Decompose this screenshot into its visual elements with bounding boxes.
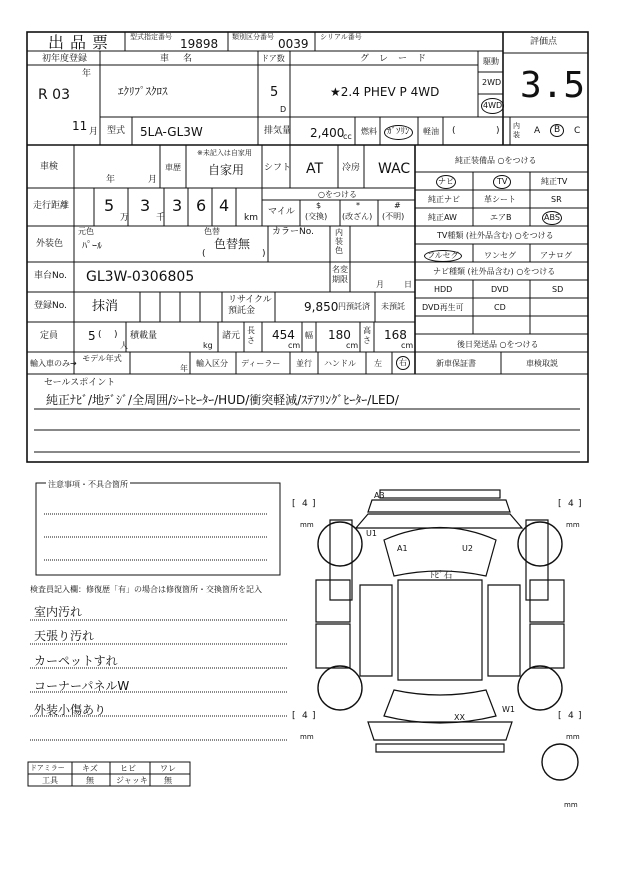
tire-fr-bracket-open: [ [558, 499, 562, 509]
tire-rr-unit: mm [566, 733, 580, 741]
mileage-check-label: ○をつける [318, 190, 357, 199]
name-change-day: 日 [404, 280, 412, 289]
note-line-3: カーペットすれ [34, 654, 118, 668]
recycle-label: リサイクル預託金 [228, 295, 272, 316]
drive-4wd-circled: 4WD [481, 98, 504, 114]
grade-value: ★2.4 PHEV P 4WD [330, 85, 440, 99]
model-year-label: モデル年式 [82, 354, 122, 363]
legend-tools-value: 無 [86, 776, 94, 785]
first-reg-year-unit: 年 [82, 69, 92, 79]
tire-rr-bracket-close: ] [578, 711, 582, 721]
score-value: 3.5 [520, 65, 586, 106]
equip-navi-circled: ナビ [436, 175, 456, 189]
color-code-value: 色替無 [214, 237, 251, 251]
capacity-paren-close: ) [114, 330, 118, 340]
capacity-label: 定員 [40, 331, 59, 341]
tire-rl-bracket-open: [ [292, 711, 296, 721]
mileage-digit-2: 3 [140, 196, 151, 215]
registration-label: 登録No. [34, 301, 67, 311]
color-paren-open: ( [202, 249, 206, 259]
grade-label: グレード [360, 54, 437, 64]
handle-right-circled: 右 [396, 356, 410, 370]
category-value: 0039 [278, 37, 309, 51]
car-diagram [316, 490, 578, 780]
serial-label: シリアル番号 [320, 33, 362, 41]
fuel-gasoline-circled: ｶﾞｿﾘﾝ [384, 125, 413, 140]
tire-rl-bracket-close: ] [312, 711, 316, 721]
load-unit: kg [203, 341, 213, 350]
handle-left: 左 [374, 359, 382, 368]
model-label: 型式 [107, 126, 126, 136]
tv-type-title: TV種類 (社外品含む) ○をつける [437, 231, 554, 240]
note-line-5: 外装小傷あり [34, 703, 107, 717]
mileage-dollar: $ [316, 201, 322, 210]
mileage-digit-4: 6 [196, 196, 207, 215]
type-cert-label: 型式指定番号 [130, 33, 172, 41]
category-label: 類別区分番号 [232, 33, 274, 41]
load-label: 積載量 [130, 331, 158, 341]
capacity-person-unit: 人 [120, 341, 128, 350]
first-reg-month: 11 [72, 119, 88, 133]
displacement-unit: cc [343, 132, 352, 141]
interior-color-label: 内装色 [335, 228, 343, 255]
usage-value: 自家用 [208, 163, 245, 177]
interior-a: A [534, 126, 541, 136]
mileage-unit: km [244, 213, 258, 223]
model-value: 5LA-GL3W [140, 125, 203, 139]
tire-fl-bracket-open: [ [292, 499, 296, 509]
color-original-label: 元色 [78, 227, 94, 236]
car-name-label: 車名 [160, 54, 207, 64]
import-division-label: 輸入区分 [196, 359, 228, 368]
width-label: 幅 [305, 331, 313, 340]
interior-c: C [574, 126, 581, 136]
shaken-label: 車検 [40, 162, 59, 172]
navi-dvd-playable: DVD再生可 [422, 303, 464, 312]
length-value: 454 [272, 328, 295, 342]
navi-sd: SD [552, 285, 564, 294]
doors-label: ドア数 [261, 54, 285, 63]
interior-label: 内装 [513, 122, 520, 139]
tv-analog: アナログ [540, 251, 572, 260]
width-value: 180 [328, 328, 351, 342]
color-label: 外装色 [36, 239, 64, 249]
drive-2wd: 2WD [482, 78, 502, 87]
tv-fullseg-circled: フルセグ [424, 250, 462, 262]
shift-label: シフト [264, 163, 292, 173]
first-reg-month-unit: 月 [89, 127, 99, 137]
color-no-label: カラーNo. [272, 227, 314, 237]
recycle-unit: 円預託済 [338, 302, 370, 311]
usage-label: 車歴 [165, 163, 181, 172]
usage-note: ※未記入は自家用 [197, 149, 252, 157]
tire-rl-unit: mm [300, 733, 314, 741]
import-dealer: ディーラー [241, 359, 281, 368]
name-change-label: 名変期限 [332, 265, 348, 284]
legend-jack-label: ジャッキ [116, 776, 148, 785]
type-cert-value: 19898 [180, 37, 219, 51]
tire-fl-bracket-close: ] [312, 499, 316, 509]
not-deposited: 未預託 [381, 302, 405, 311]
navi-cd: CD [494, 303, 506, 312]
equip-airbag: エアB [490, 213, 512, 222]
legend-head-4: ワレ [160, 764, 176, 773]
light-oil-label: 軽油 [423, 127, 439, 136]
doors-value: 5 [270, 85, 279, 100]
capacity-value: 5 [88, 329, 96, 343]
mileage-unknown: (不明) [382, 212, 405, 221]
later-shipment-title: 後日発送品 ○をつける [457, 340, 539, 349]
recycle-value: 9,850 [304, 300, 339, 314]
mark-w1: W1 [502, 705, 515, 714]
first-reg-label: 初年度登録 [42, 54, 88, 64]
fuel-label: 燃料 [361, 127, 377, 136]
tv-oneseg: ワンセグ [484, 251, 516, 260]
handle-label: ハンドル [324, 359, 356, 368]
equip-genuine-navi: 純正ナビ [428, 195, 460, 204]
chassis-value: GL3W-0306805 [86, 269, 195, 285]
shaken-month-unit: 月 [148, 175, 158, 185]
note-line-1: 室内汚れ [34, 605, 83, 619]
fuel-paren-close: ) [496, 126, 500, 136]
mileage-digit-1: 5 [104, 196, 115, 215]
tire-fr-bracket-close: ] [578, 499, 582, 509]
length-label: 長さ [247, 326, 255, 345]
tire-rr-value: 4 [568, 711, 574, 721]
note-line-2: 天張り汚れ [34, 629, 95, 643]
mileage-digit-3: 3 [172, 196, 183, 215]
equip-genuine-tv: 純正TV [541, 177, 568, 186]
doors-type: D [280, 105, 287, 114]
model-year-unit: 年 [180, 364, 188, 373]
car-name-value: ｴｸﾘﾌﾟｽｸﾛｽ [118, 85, 168, 98]
equip-genuine-aw: 純正AW [428, 213, 457, 222]
legend-head-1: ドアミラー [30, 764, 65, 772]
mark-a1: A1 [397, 544, 408, 553]
spare-tire-unit: mm [564, 801, 578, 809]
navi-type-title: ナビ種類 (社外品含む) ○をつける [433, 267, 556, 276]
tire-fr-unit: mm [566, 521, 580, 529]
mileage-star: * [356, 201, 360, 210]
displacement-label: 排気量 [264, 126, 292, 136]
ac-value: WAC [378, 161, 411, 177]
mileage-hash: # [394, 201, 401, 210]
first-reg-era: R 03 [38, 87, 70, 103]
form-title: 出品票 [48, 33, 115, 52]
genuine-equipment-title: 純正装備品 ○をつける [455, 156, 537, 165]
height-label: 高さ [363, 326, 371, 345]
height-value: 168 [384, 328, 407, 342]
mark-a3: A3 [374, 491, 385, 500]
later-manual: 車検取説 [526, 359, 558, 368]
import-parallel: 並行 [296, 359, 312, 368]
capacity-paren-open: ( [98, 330, 102, 340]
color-code-label: 色替 [204, 227, 220, 236]
equip-sr: SR [551, 195, 562, 204]
legend-jack-value: 無 [164, 776, 172, 785]
color-original-value: ﾊﾟｰﾙ [82, 241, 102, 252]
interior-b-circled: B [550, 124, 564, 137]
tire-fr-value: 4 [568, 499, 574, 509]
tire-fl-value: 4 [302, 499, 308, 509]
score-label: 評価点 [530, 37, 558, 47]
mileage-man: 万 [120, 213, 130, 223]
later-warranty: 新車保証書 [436, 359, 476, 368]
mileage-label: 走行距離 [33, 201, 70, 211]
mark-u2: U2 [462, 544, 473, 553]
width-unit: cm [346, 341, 359, 350]
mileage-tampered: (改ざん) [342, 212, 373, 221]
import-only-label: 輸入車のみ→ [30, 359, 77, 368]
dims-label: 諸元 [222, 331, 241, 341]
navi-hdd: HDD [434, 285, 453, 294]
ac-label: 冷房 [342, 163, 361, 173]
tire-rr-bracket-open: [ [558, 711, 562, 721]
height-unit: cm [401, 341, 414, 350]
sales-point-text: 純正ﾅﾋﾞ/地ﾃﾞｼﾞ/全周囲/ｼｰﾄﾋｰﾀｰ/HUD/衝突軽減/ｽﾃｱﾘﾝｸﾞﾋｰﾀｰ/LED/ [46, 393, 399, 407]
mileage-exchange: (交換) [305, 212, 328, 221]
mark-chip: ﾄﾋﾟ石 [430, 571, 453, 581]
fuel-paren-open: ( [452, 126, 456, 136]
tire-rl-value: 4 [302, 711, 308, 721]
legend-head-3: ヒビ [120, 764, 136, 773]
mark-xx: XX [454, 713, 465, 722]
tire-fl-unit: mm [300, 521, 314, 529]
equip-leather: 革シート [484, 195, 516, 204]
note-line-4: コーナーパネルW [34, 679, 130, 693]
drive-label: 駆動 [483, 57, 499, 66]
inspector-label: 検査員記入欄：修復歴「有」の場合は修復箇所・交換箇所を記入 [30, 585, 262, 594]
mileage-digit-5: 4 [219, 196, 230, 215]
legend-head-2: キズ [82, 764, 98, 773]
color-paren-close: ) [262, 249, 266, 259]
name-change-month: 月 [376, 280, 384, 289]
mileage-mile: マイル [268, 207, 295, 217]
sales-point-label: セールスポイント [44, 378, 116, 388]
displacement-value: 2,400 [310, 126, 345, 140]
equip-abs-circled: ABS [542, 211, 562, 225]
notes-label: 注意事項・不具合箇所 [48, 480, 128, 489]
shaken-year-unit: 年 [106, 175, 116, 185]
mileage-sen: 千 [156, 213, 166, 223]
legend-tools-label: 工具 [42, 776, 58, 785]
length-unit: cm [288, 341, 301, 350]
chassis-label: 車台No. [34, 271, 67, 281]
shift-value: AT [306, 161, 324, 177]
navi-dvd: DVD [491, 285, 509, 294]
equip-tv-circled: TV [493, 175, 511, 189]
registration-value: 抹消 [92, 299, 119, 314]
mark-u1: U1 [366, 529, 377, 538]
